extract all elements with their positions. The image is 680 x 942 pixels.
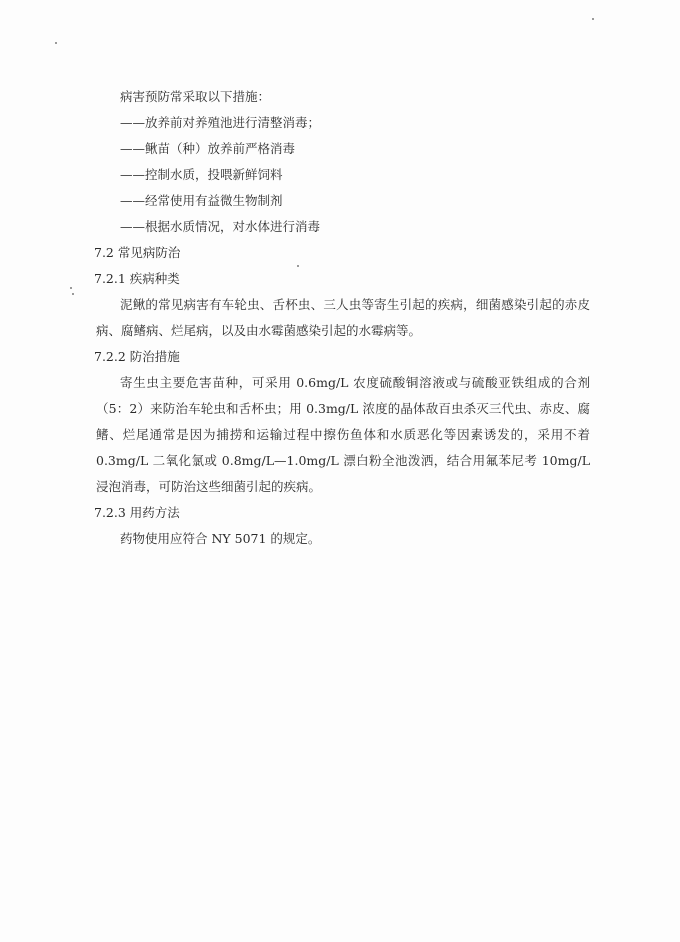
measure-item: ——经常使用有益微生物制剂 <box>120 193 283 208</box>
scan-speck <box>70 287 72 289</box>
scan-speck <box>72 293 74 295</box>
measure-item: ——鳅苗（种）放养前严格消毒 <box>120 141 296 156</box>
paragraph-prevention-measures: 寄生虫主要危害苗种，可采用 0.6mg/L 农度硫酸铜溶液或与硫酸亚铁组成的合剂（5：2）来防治车轮虫和舌杯虫；用 0.3mg/L 浓度的晶体敌百虫杀灭三代虫、赤皮、腐鳍、烂尾通常是因为捕捞和运输过程中擦伤鱼体和水质恶化等因素诱发的，采用不着 0.3mg/L 二氧化氯或 0.8mg/L—1.0mg/L 漂白粉全池泼洒，结合用氟苯尼考 10mg/L 浸泡消毒，可防治这些细菌引起的疾病。 <box>96 375 590 494</box>
section-heading-7-2-1: 7.2.1 疾病种类 <box>94 271 180 286</box>
scan-speck <box>55 42 57 44</box>
paragraph-disease-types: 泥鳅的常见病害有车轮虫、舌杯虫、三人虫等寄生引起的疾病，细菌感染引起的赤皮病、腐鳍病、烂尾病，以及由水霉菌感染引起的水霉病等。 <box>96 297 590 338</box>
paragraph-medication-method: 药物使用应符合 NY 5071 的规定。 <box>120 531 321 546</box>
document-body <box>96 84 590 552</box>
measure-item: ——控制水质，投喂新鲜饲料 <box>120 167 283 182</box>
section-heading-7-2-2: 7.2.2 防治措施 <box>94 349 180 364</box>
intro-text: 病害预防常采取以下措施： <box>120 89 271 104</box>
measure-item: ——放养前对养殖池进行清整消毒； <box>120 115 321 130</box>
section-heading-7-2: 7.2 常见病防治 <box>94 245 181 260</box>
section-heading-7-2-3: 7.2.3 用药方法 <box>94 505 180 520</box>
scan-speck <box>592 18 594 20</box>
measure-item: ——根据水质情况，对水体进行消毒 <box>120 219 321 234</box>
